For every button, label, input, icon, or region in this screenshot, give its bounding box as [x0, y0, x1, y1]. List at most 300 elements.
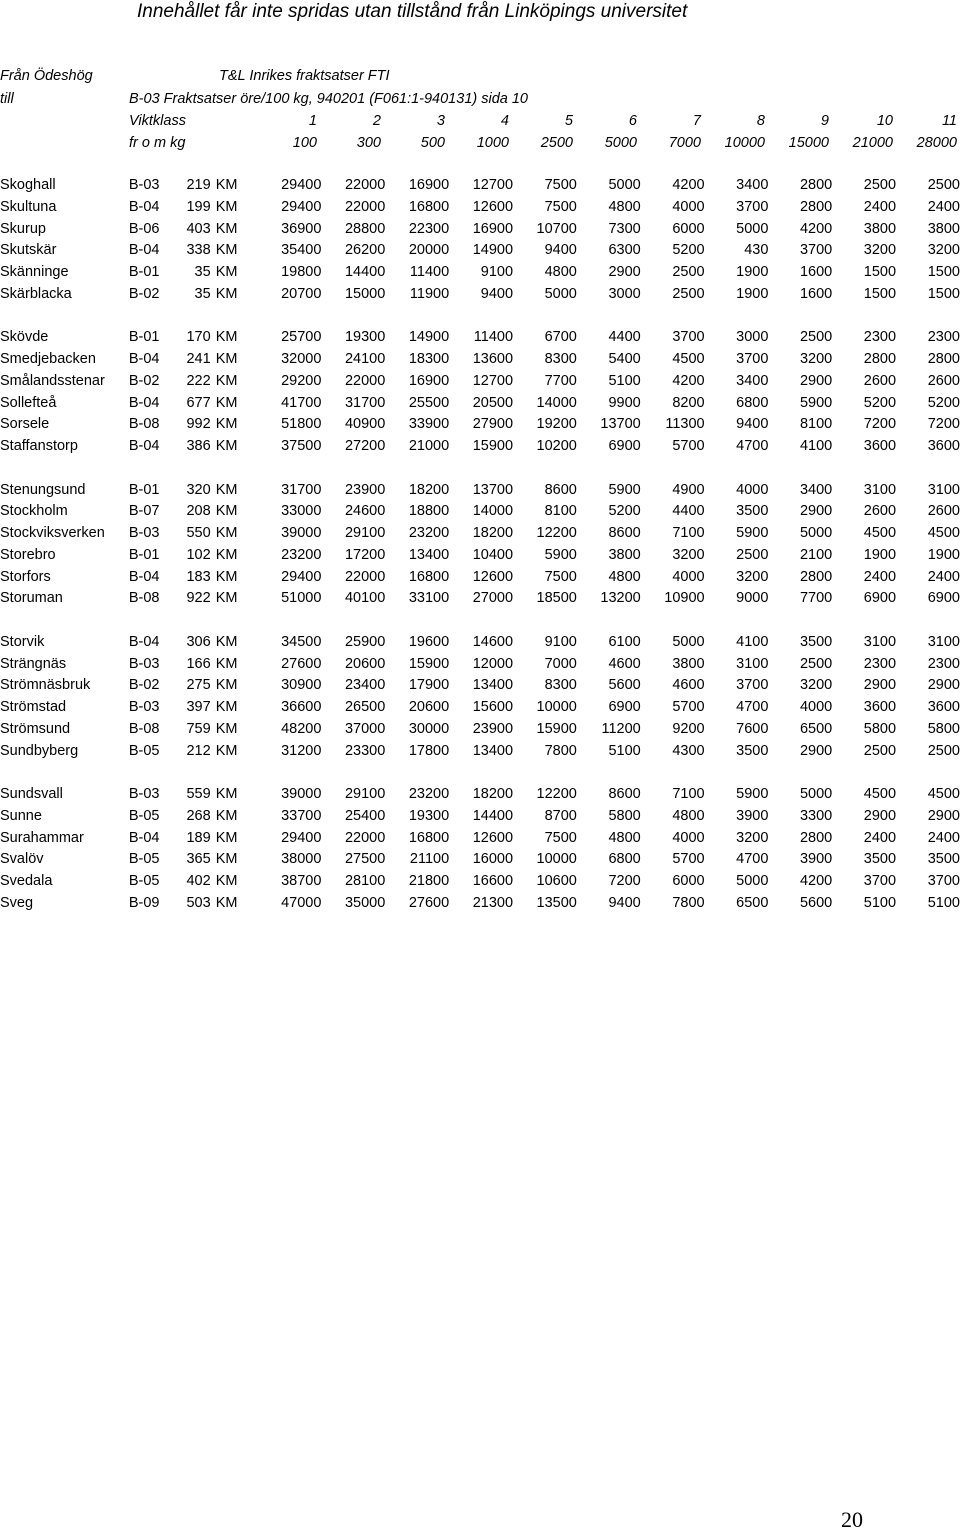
rate-cell: 2500 [799, 329, 833, 346]
rate-cell: 23200 [281, 546, 322, 563]
rate-cell: 23200 [408, 786, 450, 802]
rate-cell: 15900 [472, 438, 514, 454]
tariff-code-cell: B-01 [128, 546, 160, 563]
rate-cell: 3100 [863, 481, 897, 498]
tariff-code-cell: B-01 [128, 329, 160, 346]
rate-cell: 32000 [281, 351, 322, 367]
distance-unit-cell: KM [215, 851, 238, 868]
tariff-code-cell: B-02 [128, 677, 160, 694]
rate-cell: 17900 [408, 677, 450, 694]
rate-cell: 9100 [480, 264, 514, 280]
table-row [0, 849, 960, 871]
rate-cell: 1600 [799, 264, 833, 280]
weight-class-header: 10 [876, 113, 893, 129]
rate-cell: 3200 [799, 351, 833, 367]
rate-cell: 15600 [472, 699, 514, 715]
from-kg-header: 7000 [668, 135, 701, 151]
rate-cell: 9400 [736, 416, 769, 433]
rate-cell: 5900 [799, 394, 833, 411]
rate-cell: 16000 [472, 851, 514, 868]
rate-cell: 2300 [863, 329, 897, 346]
rate-cell: 4000 [672, 568, 705, 585]
destination-cell: Svalöv [0, 851, 44, 868]
rate-cell: 22000 [344, 829, 386, 846]
destination-cell: Svedala [0, 873, 53, 889]
copyright-banner: Innehållet får inte spridas utan tillstånd från Linköpings universitet [137, 1, 688, 22]
rate-cell: 22000 [344, 198, 386, 215]
distance-unit-cell: KM [215, 655, 238, 672]
distance-cell: 403 [186, 220, 211, 237]
rate-cell: 30000 [408, 720, 450, 737]
distance-cell: 275 [186, 677, 211, 694]
rate-cell: 33900 [408, 416, 450, 433]
destination-cell: Sollefteå [0, 394, 57, 411]
rate-cell: 7500 [544, 568, 577, 585]
distance-cell: 992 [186, 416, 211, 433]
rate-cell: 3600 [927, 438, 960, 454]
table-row [0, 784, 960, 806]
rate-cell: 2800 [799, 198, 833, 215]
table-row [0, 654, 960, 676]
rate-cell: 15000 [344, 285, 386, 302]
rate-cell: 2800 [863, 351, 897, 367]
rate-cell: 3800 [863, 220, 897, 237]
rate-cell: 3700 [927, 873, 960, 889]
from-kg-header: 300 [356, 135, 381, 151]
weight-class-header: 8 [756, 113, 765, 129]
tariff-code-cell: B-04 [128, 351, 160, 367]
rate-cell: 5100 [863, 894, 897, 911]
rate-cell: 5200 [672, 242, 705, 259]
table-row [0, 632, 960, 654]
rate-cell: 5700 [672, 699, 705, 715]
rate-cell: 2300 [927, 329, 960, 346]
distance-unit-cell: KM [215, 351, 238, 367]
rate-cell: 40100 [344, 590, 386, 607]
rate-cell: 31200 [281, 742, 322, 759]
rate-cell: 5600 [799, 894, 833, 911]
rate-cell: 6900 [608, 438, 641, 454]
rate-cell: 22300 [408, 220, 450, 237]
rate-cell: 7600 [736, 720, 769, 737]
rate-cell: 4200 [799, 873, 833, 889]
rate-cell: 5800 [608, 807, 641, 824]
rate-cell: 6800 [608, 851, 641, 868]
distance-unit-cell: KM [215, 285, 238, 302]
rate-cell: 2900 [799, 742, 833, 759]
rate-cell: 1900 [736, 285, 769, 302]
rate-cell: 5000 [736, 873, 769, 889]
destination-cell: Storuman [0, 590, 63, 607]
rate-cell: 8100 [799, 416, 833, 433]
rate-cell: 2400 [927, 829, 960, 846]
table-row [0, 393, 960, 415]
rate-cell: 2900 [863, 807, 897, 824]
rate-cell: 7100 [672, 525, 705, 541]
rate-cell: 1500 [863, 264, 897, 280]
rate-cell: 4700 [736, 438, 769, 454]
rate-cell: 14400 [472, 807, 514, 824]
weight-class-header: 9 [820, 113, 829, 129]
rate-cell: 5800 [927, 720, 960, 737]
from-kg-header: 28000 [916, 135, 957, 151]
rate-cell: 2800 [799, 829, 833, 846]
distance-cell: 759 [186, 720, 211, 737]
destination-cell: Strömsund [0, 720, 71, 737]
rate-cell: 22000 [344, 568, 386, 585]
table-row [0, 327, 960, 349]
rate-cell: 2500 [863, 742, 897, 759]
rate-cell: 25900 [344, 633, 386, 650]
rate-cell: 12700 [472, 177, 514, 193]
distance-cell: 268 [186, 807, 211, 824]
rate-cell: 12600 [472, 198, 514, 215]
distance-unit-cell: KM [215, 438, 238, 454]
rate-cell: 3700 [736, 198, 769, 215]
distance-cell: 503 [186, 894, 211, 911]
rate-cell: 4800 [544, 264, 577, 280]
rate-cell: 38000 [281, 851, 322, 868]
rate-cell: 5400 [608, 351, 641, 367]
rate-cell: 4800 [608, 198, 641, 215]
destination-cell: Strömnäsbruk [0, 677, 91, 694]
destination-cell: Stockviksverken [0, 525, 105, 541]
destination-cell: Skövde [0, 329, 49, 346]
weight-class-label: Viktklass [129, 113, 186, 129]
destination-cell: Strängnäs [0, 655, 67, 672]
rate-cell: 34500 [281, 633, 322, 650]
from-kg-header: 1000 [476, 135, 509, 151]
rate-cell: 8600 [544, 481, 577, 498]
destination-cell: Storebro [0, 546, 56, 563]
weight-class-header: 5 [564, 113, 573, 129]
rate-cell: 38700 [281, 873, 322, 889]
rate-cell: 5000 [736, 220, 769, 237]
rate-cell: 23900 [344, 481, 386, 498]
table-row [0, 284, 960, 306]
rate-cell: 47000 [281, 894, 322, 911]
rate-cell: 12600 [472, 829, 514, 846]
rate-cell: 2500 [863, 177, 897, 193]
destination-cell: Storfors [0, 568, 51, 585]
rate-cell: 9000 [736, 590, 769, 607]
distance-cell: 102 [186, 546, 211, 563]
rate-cell: 5100 [927, 894, 960, 911]
distance-unit-cell: KM [215, 873, 238, 889]
rate-cell: 7500 [544, 829, 577, 846]
rate-cell: 4800 [672, 807, 705, 824]
weight-class-header: 4 [500, 113, 509, 129]
distance-cell: 183 [186, 568, 211, 585]
table-row [0, 349, 960, 371]
distance-cell: 170 [186, 329, 211, 346]
rate-cell: 3100 [736, 655, 769, 672]
destination-cell: Strömstad [0, 699, 67, 715]
rate-cell: 4600 [672, 677, 705, 694]
rate-cell: 13700 [472, 481, 514, 498]
tariff-code-cell: B-02 [128, 285, 160, 302]
table-row [0, 719, 960, 741]
rate-cell: 2900 [863, 677, 897, 694]
rate-cell: 9400 [480, 285, 514, 302]
rate-cell: 3200 [736, 568, 769, 585]
rate-cell: 20700 [281, 285, 322, 302]
rate-cell: 27200 [344, 438, 386, 454]
distance-unit-cell: KM [215, 503, 238, 520]
rate-cell: 2300 [927, 655, 960, 672]
rate-cell: 2900 [799, 372, 833, 389]
rate-cell: 13700 [600, 416, 641, 433]
rate-cell: 30900 [281, 677, 322, 694]
rate-cell: 28100 [344, 873, 386, 889]
rate-cell: 13500 [536, 894, 577, 911]
rate-cell: 14000 [472, 503, 514, 520]
rate-cell: 4000 [672, 829, 705, 846]
group-spacer [0, 610, 960, 632]
rate-cell: 5800 [863, 720, 897, 737]
rate-cell: 48200 [281, 720, 322, 737]
distance-unit-cell: KM [215, 546, 238, 563]
table-row [0, 675, 960, 697]
rate-cell: 6900 [608, 699, 641, 715]
rate-cell: 3500 [736, 742, 769, 759]
rate-cell: 14400 [344, 264, 386, 280]
tariff-code-cell: B-07 [128, 503, 160, 520]
rate-cell: 1500 [927, 264, 960, 280]
tariff-code-cell: B-03 [128, 786, 160, 802]
rate-cell: 12200 [536, 786, 577, 802]
from-label: Från Ödeshög [0, 68, 93, 84]
to-label: till [0, 91, 14, 107]
rate-cell: 39000 [281, 786, 322, 802]
rate-cell: 2900 [799, 503, 833, 520]
rate-cell: 8700 [544, 807, 577, 824]
destination-cell: Skurup [0, 220, 46, 237]
distance-cell: 386 [186, 438, 211, 454]
tariff-code-cell: B-04 [128, 829, 160, 846]
rate-cell: 5900 [608, 481, 641, 498]
rate-cell: 3400 [736, 372, 769, 389]
rate-cell: 10400 [472, 546, 514, 563]
rate-cell: 19300 [344, 329, 386, 346]
distance-unit-cell: KM [215, 677, 238, 694]
distance-unit-cell: KM [215, 699, 238, 715]
rate-cell: 2500 [736, 546, 769, 563]
rate-cell: 7500 [544, 177, 577, 193]
weight-class-header: 2 [372, 113, 381, 129]
rate-cell: 51000 [281, 590, 322, 607]
distance-unit-cell: KM [215, 807, 238, 824]
rate-cell: 29100 [344, 525, 386, 541]
table-row [0, 371, 960, 393]
rate-cell: 2600 [927, 372, 960, 389]
weight-class-header: 6 [628, 113, 637, 129]
rate-cell: 8600 [608, 786, 641, 802]
tariff-code-cell: B-08 [128, 590, 160, 607]
rate-cell: 17200 [344, 546, 386, 563]
rate-cell: 26200 [344, 242, 386, 259]
rate-cell: 5000 [608, 177, 641, 193]
rate-cell: 5000 [799, 786, 833, 802]
distance-unit-cell: KM [215, 329, 238, 346]
rate-cell: 14000 [536, 394, 577, 411]
rate-cell: 13200 [600, 590, 641, 607]
table-row [0, 480, 960, 502]
rate-cell: 36600 [281, 699, 322, 715]
rate-cell: 4400 [672, 503, 705, 520]
rate-cell: 14600 [472, 633, 514, 650]
rate-cell: 19300 [408, 807, 450, 824]
freight-rate-table [0, 175, 960, 915]
rate-cell: 4400 [608, 329, 641, 346]
rate-cell: 3100 [927, 481, 960, 498]
from-kg-header: 21000 [852, 135, 893, 151]
rate-cell: 15900 [408, 655, 450, 672]
rate-cell: 29400 [281, 829, 322, 846]
tariff-code-cell: B-06 [128, 220, 160, 237]
distance-cell: 189 [186, 829, 211, 846]
rate-cell: 36900 [281, 220, 322, 237]
distance-cell: 320 [186, 481, 211, 498]
rate-cell: 5900 [544, 546, 577, 563]
rate-cell: 7800 [544, 742, 577, 759]
destination-cell: Smedjebacken [0, 351, 96, 367]
destination-cell: Skänninge [0, 264, 69, 280]
distance-cell: 306 [186, 633, 211, 650]
rate-cell: 3200 [927, 242, 960, 259]
rate-cell: 2300 [863, 655, 897, 672]
rate-cell: 3700 [736, 351, 769, 367]
rate-cell: 2900 [608, 264, 641, 280]
table-row [0, 501, 960, 523]
distance-cell: 35 [194, 285, 211, 302]
rate-cell: 4500 [863, 786, 897, 802]
rate-cell: 2400 [927, 568, 960, 585]
rate-cell: 3900 [799, 851, 833, 868]
rate-cell: 10000 [536, 851, 577, 868]
rate-cell: 27600 [281, 655, 322, 672]
rate-cell: 6000 [672, 220, 705, 237]
rate-cell: 4200 [799, 220, 833, 237]
rate-cell: 3200 [672, 546, 705, 563]
tariff-code-cell: B-03 [128, 699, 160, 715]
rate-cell: 9400 [544, 242, 577, 259]
weight-class-header: 11 [941, 113, 957, 129]
destination-cell: Storvik [0, 633, 45, 650]
from-kg-label: fr o m kg [129, 135, 186, 151]
rate-cell: 3600 [927, 699, 960, 715]
tariff-title: T&L Inrikes fraktsatser FTI [219, 68, 390, 84]
rate-cell: 2600 [863, 372, 897, 389]
table-row [0, 240, 960, 262]
rate-cell: 16600 [472, 873, 514, 889]
rate-cell: 3000 [608, 285, 641, 302]
rate-cell: 4700 [736, 851, 769, 868]
rate-cell: 6700 [544, 329, 577, 346]
rate-cell: 21000 [408, 438, 450, 454]
rate-cell: 25700 [281, 329, 322, 346]
rate-cell: 19800 [281, 264, 322, 280]
rate-cell: 4900 [672, 481, 705, 498]
rate-cell: 9400 [608, 894, 641, 911]
rate-cell: 8300 [544, 351, 577, 367]
rate-cell: 7700 [544, 372, 577, 389]
destination-cell: Stenungsund [0, 481, 86, 498]
distance-unit-cell: KM [215, 525, 238, 541]
tariff-subtitle: B-03 Fraktsatser öre/100 kg, 940201 (F061:1-940131) sida 10 [129, 91, 528, 107]
rate-cell: 5000 [544, 285, 577, 302]
rate-cell: 3600 [863, 699, 897, 715]
tariff-code-cell: B-05 [128, 742, 160, 759]
rate-cell: 18200 [472, 525, 514, 541]
rate-cell: 2500 [927, 177, 960, 193]
rate-cell: 6900 [927, 590, 960, 607]
rate-cell: 2900 [927, 807, 960, 824]
rate-cell: 5200 [927, 394, 960, 411]
distance-unit-cell: KM [215, 720, 238, 737]
tariff-code-cell: B-05 [128, 851, 160, 868]
rate-cell: 2400 [927, 198, 960, 215]
from-kg-header: 2500 [540, 135, 573, 151]
rate-cell: 1900 [927, 546, 960, 563]
rate-cell: 16900 [472, 220, 514, 237]
rate-cell: 2800 [927, 351, 960, 367]
rate-cell: 6800 [736, 394, 769, 411]
rate-cell: 2500 [927, 742, 960, 759]
tariff-code-cell: B-05 [128, 807, 160, 824]
distance-unit-cell: KM [215, 829, 238, 846]
rate-cell: 18200 [408, 481, 450, 498]
distance-cell: 365 [186, 851, 211, 868]
rate-cell: 4500 [927, 525, 960, 541]
distance-cell: 166 [186, 655, 211, 672]
tariff-code-cell: B-02 [128, 372, 160, 389]
rate-cell: 5900 [736, 786, 769, 802]
rate-cell: 6100 [608, 633, 641, 650]
rate-cell: 3400 [736, 177, 769, 193]
rate-cell: 3500 [736, 503, 769, 520]
rate-cell: 41700 [281, 394, 322, 411]
group-spacer [0, 458, 960, 480]
rate-cell: 3200 [799, 677, 833, 694]
rate-cell: 5000 [799, 525, 833, 541]
rate-cell: 4600 [608, 655, 641, 672]
rate-cell: 6000 [672, 873, 705, 889]
rate-cell: 27600 [408, 894, 450, 911]
rate-cell: 11400 [473, 329, 514, 346]
rate-cell: 7500 [544, 198, 577, 215]
rate-cell: 7200 [608, 873, 641, 889]
table-row [0, 806, 960, 828]
distance-unit-cell: KM [215, 177, 238, 193]
destination-cell: Sunne [0, 807, 42, 824]
rate-cell: 29100 [344, 786, 386, 802]
destination-cell: Skärblacka [0, 285, 72, 302]
table-row [0, 893, 960, 915]
distance-cell: 222 [186, 372, 211, 389]
from-kg-header: 500 [420, 135, 445, 151]
distance-unit-cell: KM [215, 198, 238, 215]
tariff-code-cell: B-08 [128, 720, 160, 737]
destination-cell: Staffanstorp [0, 438, 78, 454]
destination-cell: Sveg [0, 894, 34, 911]
distance-unit-cell: KM [215, 481, 238, 498]
tariff-code-cell: B-04 [128, 394, 160, 411]
distance-cell: 677 [186, 394, 211, 411]
distance-cell: 402 [186, 873, 211, 889]
table-row [0, 697, 960, 719]
distance-unit-cell: KM [215, 894, 238, 911]
